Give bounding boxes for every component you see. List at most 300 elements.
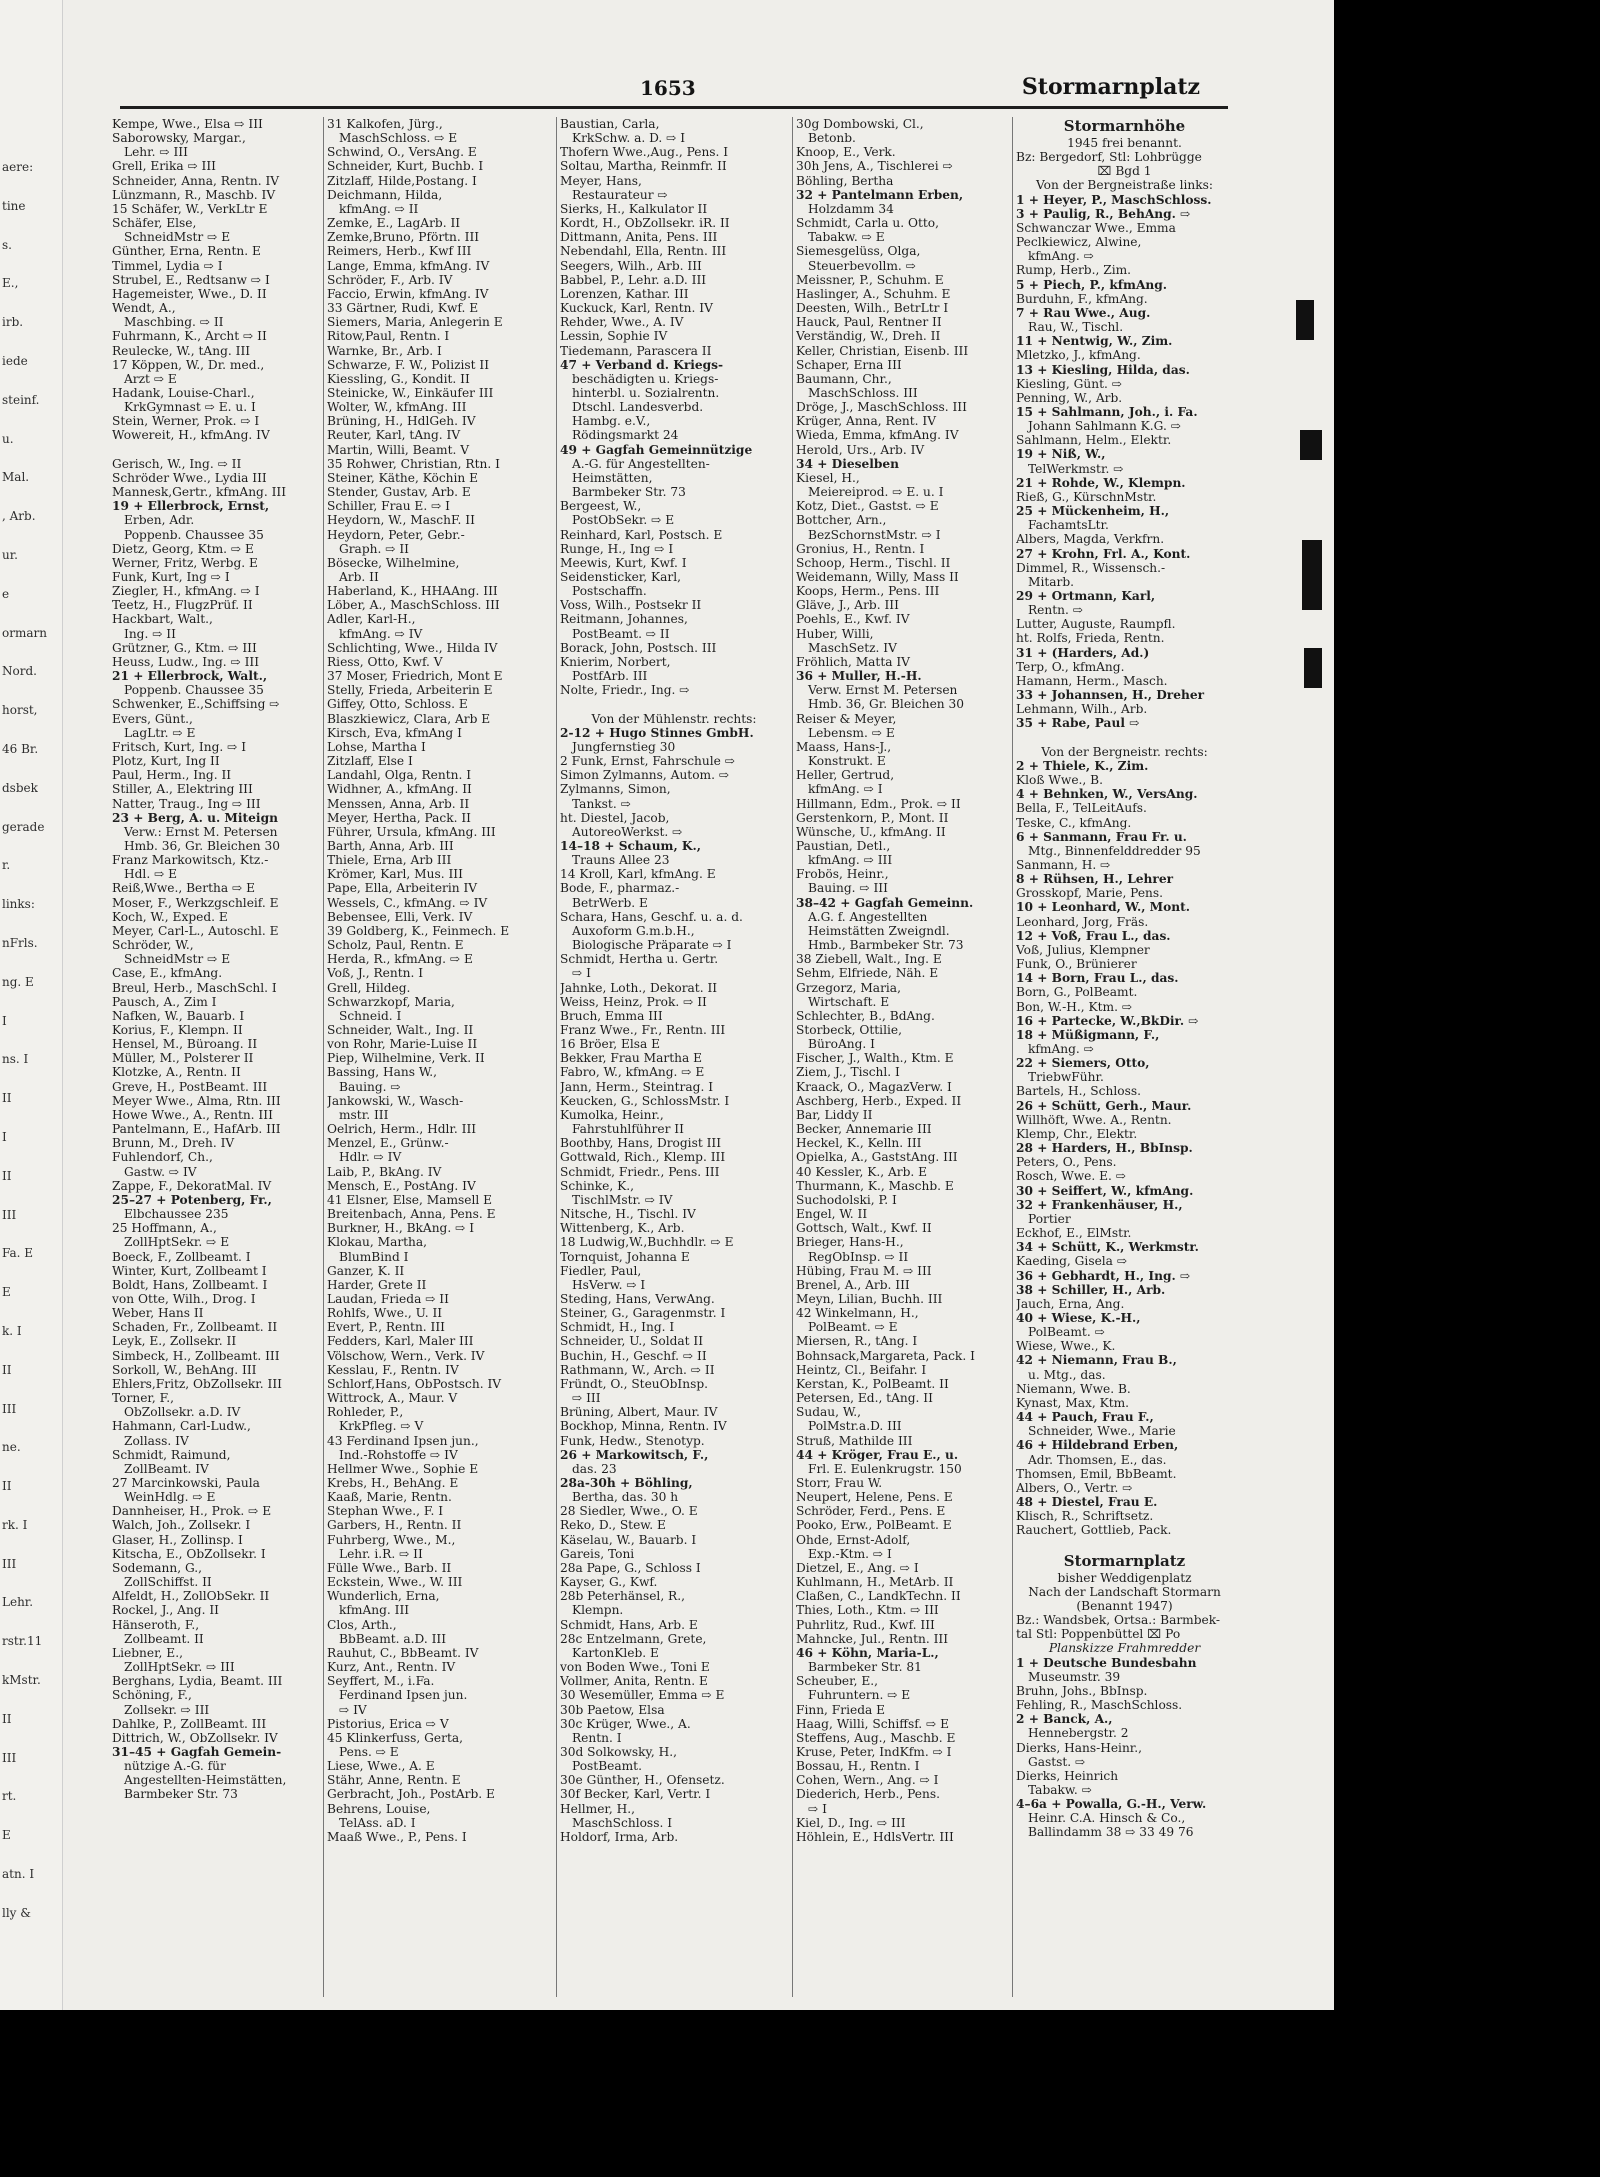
directory-entry: Adr. Thomsen, E., das. (1028, 1452, 1167, 1467)
directory-entry: Meiereiprod. ⇨ E. u. I (808, 485, 944, 500)
directory-entry: Keucken, G., SchlossMstr. I (560, 1093, 730, 1108)
directory-entry: 1945 frei benannt. (1067, 136, 1182, 150)
directory-entry: Sehm, Elfriede, Näh. E (796, 966, 939, 981)
directory-entry: Schmidt, Raimund, (112, 1447, 231, 1462)
edge-fragment: II (2, 1711, 12, 1726)
directory-entry: Kruse, Peter, IndKfm. ⇨ I (796, 1744, 952, 1759)
edge-fragment: II (2, 1362, 12, 1377)
directory-entry: Sanmann, H. ⇨ (1016, 857, 1111, 872)
directory-entry: Teske, C., kfmAng. (1016, 815, 1132, 830)
directory-entry: Rauchert, Gottlieb, Pack. (1016, 1523, 1172, 1538)
directory-entry: Museumstr. 39 (1028, 1669, 1121, 1684)
directory-entry: Schneid. I (339, 1008, 402, 1023)
directory-entry: Heydorn, Peter, Gebr.- (327, 527, 465, 542)
directory-entry: Mannesk,Gertr., kfmAng. III (112, 485, 287, 500)
directory-entry: Franz Wwe., Fr., Rentn. III (560, 1023, 726, 1037)
directory-entry: Baumann, Chr., (796, 371, 892, 386)
directory-entry: Schröder, Ferd., Pens. E (796, 1504, 946, 1519)
directory-entry: 30f Becker, Karl, Vertr. I (560, 1787, 711, 1802)
directory-entry: 44 + Pauch, Frau F., (1016, 1410, 1154, 1425)
directory-entry: kfmAng. ⇨ II (339, 201, 419, 216)
directory-entry: Sodemann, G., (112, 1560, 203, 1575)
directory-entry: Bassing, Hans W., (327, 1065, 438, 1080)
directory-entry: Nitsche, H., Tischl. IV (560, 1207, 696, 1222)
directory-entry: Barmbeker Str. 81 (808, 1660, 922, 1675)
directory-entry: ⇨ I (808, 1801, 827, 1816)
edge-fragment: rt. (2, 1789, 17, 1804)
directory-entry: von Rohr, Marie-Luise II (327, 1037, 478, 1052)
directory-entry: Dittmann, Anita, Pens. III (560, 230, 718, 245)
directory-entry: 11 + Nentwig, W., Zim. (1016, 334, 1173, 349)
directory-entry: Rau, W., Tischl. (1028, 320, 1124, 335)
directory-entry: 49 + Gagfah Gemeinnützige (560, 442, 753, 457)
edge-fragment: Mal. (2, 470, 30, 485)
directory-entry: Bar, Liddy II (796, 1107, 873, 1122)
directory-entry: Fröhlich, Matta IV (796, 654, 910, 669)
directory-entry: TischlMstr. ⇨ IV (572, 1192, 673, 1207)
directory-entry: Warnke, Br., Arb. I (327, 343, 442, 358)
directory-entry: 28 Siedler, Wwe., O. E (560, 1504, 698, 1519)
directory-entry: Knierim, Norbert, (560, 654, 671, 669)
directory-entry: Born, G., PolBeamt. (1016, 985, 1138, 1000)
directory-entry: Runge, H., Ing ⇨ I (560, 541, 674, 556)
directory-entry: Soltau, Martha, Reinmfr. II (560, 159, 727, 174)
directory-entry: Meissner, P., Schuhm. E (796, 272, 944, 287)
directory-entry: Finn, Frieda E (796, 1702, 886, 1717)
directory-entry: Liese, Wwe., A. E (327, 1759, 435, 1774)
directory-entry: Kerstan, K., PolBeamt. II (796, 1376, 949, 1391)
directory-entry: Thurmann, K., Maschb. E (796, 1178, 954, 1193)
directory-entry: RegObInsp. ⇨ II (808, 1249, 909, 1264)
directory-entry: Seegers, Wilh., Arb. III (560, 258, 702, 273)
directory-entry: Hdlr. ⇨ IV (339, 1150, 402, 1165)
directory-entry: FachamtsLtr. (1028, 518, 1109, 533)
directory-entry: ⇨ IV (339, 1702, 367, 1717)
directory-entry: 35 Rohwer, Christian, Rtn. I (327, 456, 500, 471)
directory-entry: Kirsch, Eva, kfmAng I (327, 725, 462, 740)
edge-fragment: II (2, 1091, 12, 1106)
directory-entry: Schiller, Frau E. ⇨ I (327, 499, 450, 514)
edge-fragment: atn. I (2, 1867, 35, 1882)
directory-entry: Wowereit, H., kfmAng. IV (112, 428, 270, 443)
directory-entry: Hennebergstr. 2 (1028, 1726, 1129, 1741)
directory-column-3 (560, 117, 788, 1997)
directory-entry: Martin, Willi, Beamt. V (327, 442, 470, 457)
directory-entry: BbBeamt. a.D. III (339, 1631, 447, 1646)
directory-entry: Stender, Gustav, Arb. E (327, 485, 471, 500)
directory-entry: Holdorf, Irma, Arb. (560, 1829, 679, 1844)
directory-entry: BlumBind I (339, 1249, 409, 1264)
directory-entry: Teetz, H., FlugzPrüf. II (112, 598, 253, 613)
directory-entry: Siemers, Maria, Anlegerin E (327, 315, 503, 330)
directory-entry: Seyffert, M., i.Fa. (327, 1674, 435, 1689)
directory-entry: Voß, Julius, Klempner (1016, 942, 1150, 957)
directory-entry: ObZollsekr. a.D. IV (124, 1405, 241, 1420)
directory-entry: KrkPfleg. ⇨ V (339, 1419, 424, 1434)
directory-entry: Burduhn, F., kfmAng. (1016, 291, 1148, 306)
directory-entry: Wirtschaft. E (808, 994, 890, 1009)
edge-fragment: ns. I (2, 1052, 29, 1067)
directory-entry: 14–18 + Schaum, K., (560, 838, 702, 853)
directory-entry: 7 + Rau Wwe., Aug. (1016, 305, 1151, 320)
directory-entry: Mtg., Binnenfelddredder 95 (1028, 843, 1201, 858)
directory-entry: Maaß Wwe., P., Pens. I (327, 1829, 467, 1844)
margin-mark (1296, 300, 1314, 340)
edge-fragment: e (2, 586, 10, 601)
directory-entry: Wolter, W., kfmAng. III (327, 400, 467, 415)
directory-entry: Howe Wwe., A., Rentn. III (112, 1107, 273, 1122)
directory-entry: Heller, Gertrud, (796, 768, 895, 783)
directory-entry: Schneider, Anna, Rentn. IV (112, 173, 280, 188)
directory-entry: Ganzer, K. II (327, 1263, 405, 1278)
edge-fragment: kMstr. (2, 1673, 41, 1688)
directory-entry: das. 23 (572, 1461, 617, 1476)
directory-entry: Schröder Wwe., Lydia III (112, 470, 267, 485)
directory-entry: Tankst. ⇨ (572, 796, 631, 811)
edge-fragment: 46 Br. (2, 741, 39, 756)
directory-entry: 1 + Heyer, P., MaschSchloss. (1016, 192, 1212, 207)
directory-entry: hinterbl. u. Sozialrentn. (572, 385, 720, 400)
directory-entry: Auxoform G.m.b.H., (572, 923, 695, 938)
directory-column-1 (112, 117, 319, 1997)
edge-fragment: III (2, 1556, 17, 1571)
directory-entry: Rohlfs, Wwe., U. II (327, 1306, 443, 1321)
directory-entry: Bergeest, W., (560, 499, 642, 514)
directory-entry: Sahlmann, Helm., Elektr. (1016, 433, 1172, 448)
directory-entry: Völschow, Wern., Verk. IV (327, 1348, 485, 1363)
directory-entry: Zollbeamt. II (124, 1631, 204, 1646)
directory-entry: Pens. ⇨ E (339, 1744, 399, 1759)
directory-entry: 42 + Niemann, Frau B., (1016, 1353, 1177, 1368)
directory-entry: Wittrock, A., Maur. V (327, 1391, 458, 1406)
directory-entry: 40 + Wiese, K.-H., (1016, 1310, 1141, 1325)
directory-entry: Kitscha, E., ObZollsekr. I (112, 1546, 266, 1561)
directory-entry: Gerisch, W., Ing. ⇨ II (112, 456, 242, 471)
directory-entry: Breul, Herb., MaschSchl. I (112, 980, 277, 995)
directory-entry: Jungfernstieg 30 (572, 739, 676, 754)
directory-entry: Schwind, O., VersAng. E (327, 145, 477, 160)
directory-entry: Meyer, Hans, (560, 173, 642, 188)
directory-entry: 30g Dombowski, Cl., (796, 117, 924, 131)
directory-entry: Behrens, Louise, (327, 1801, 431, 1816)
directory-entry: Jauch, Erna, Ang. (1016, 1296, 1125, 1311)
directory-entry: 6 + Sanmann, Frau Fr. u. (1016, 829, 1187, 844)
edge-fragment: III (2, 1401, 17, 1416)
directory-entry: Kiesling, Günt. ⇨ (1016, 376, 1122, 391)
directory-entry: 35 + Rabe, Paul ⇨ (1016, 716, 1140, 731)
directory-entry: Rödingsmarkt 24 (572, 428, 679, 443)
directory-entry: Huber, Willi, (796, 626, 874, 641)
edge-fragment: Nord. (2, 664, 37, 679)
directory-entry: Kumolka, Heinr., (560, 1107, 664, 1122)
directory-entry: Fritsch, Kurt, Ing. ⇨ I (112, 739, 247, 754)
directory-entry: Wendt, A., (112, 301, 176, 316)
directory-entry: Albers, Magda, Verkfrn. (1016, 532, 1165, 547)
directory-entry: kfmAng. ⇨ (1028, 249, 1094, 264)
directory-entry: Harder, Grete II (327, 1277, 427, 1292)
directory-entry: Buchin, H., Geschf. ⇨ II (560, 1348, 707, 1363)
directory-entry: 38 Ziebell, Walt., Ing. E (796, 952, 942, 967)
directory-entry: 22 + Siemers, Otto, (1016, 1056, 1150, 1071)
directory-entry: Hadank, Louise-Charl., (112, 385, 255, 400)
directory-entry: PolBeamt. ⇨ E (808, 1320, 898, 1335)
directory-entry: Schlorf,Hans, ObPostsch. IV (327, 1376, 502, 1391)
directory-entry: Moser, F., Werkzgschleif. E (112, 895, 279, 910)
directory-entry: TriebwFühr. (1028, 1070, 1104, 1085)
directory-entry: 19 + Ellerbrock, Ernst, (112, 499, 270, 514)
directory-entry: Wessels, C., kfmAng. ⇨ IV (327, 895, 488, 910)
directory-column-2 (327, 117, 552, 1997)
directory-entry: Schwarze, F. W., Polizist II (327, 357, 490, 372)
directory-entry: Cohen, Wern., Ang. ⇨ I (796, 1773, 939, 1788)
directory-entry: Schneider, Walt., Ing. II (327, 1023, 474, 1037)
directory-entry: Blaszkiewicz, Clara, Arb E (327, 711, 491, 726)
directory-entry: Steuerbevollm. ⇨ (808, 258, 916, 273)
directory-entry: Fischer, J., Walth., Ktm. E (796, 1051, 954, 1066)
directory-entry: Eckstein, Wwe., W. III (327, 1575, 463, 1590)
directory-entry: WeinHdlg. ⇨ E (124, 1490, 216, 1505)
directory-entry: Grell, Erika ⇨ III (112, 159, 216, 174)
directory-entry: Erben, Adr. (124, 513, 195, 528)
directory-entry: Poppenb. Chaussee 35 (124, 527, 264, 542)
directory-entry: MaschSchloss. III (808, 385, 918, 400)
directory-entry: Ritow,Paul, Rentn. I (327, 329, 450, 344)
directory-entry: Haberland, K., HHAAng. III (327, 584, 498, 599)
directory-entry: Glaser, H., Zollinsp. I (112, 1532, 243, 1547)
directory-entry: Ehlers,Fritz, ObZollsekr. III (112, 1376, 282, 1391)
directory-entry: TelWerkmstr. ⇨ (1028, 461, 1124, 476)
directory-entry: Dietzel, E., Ang. ⇨ I (796, 1560, 919, 1575)
directory-entry: ⌧ Bgd 1 (1097, 164, 1152, 179)
directory-entry: 2 Funk, Ernst, Fahrschule ⇨ (560, 754, 735, 769)
directory-entry: Tornquist, Johanna E (560, 1249, 690, 1264)
directory-entry: Kaeding, Gisela ⇨ (1016, 1254, 1128, 1269)
directory-entry: Hellmer, H., (560, 1801, 636, 1816)
directory-entry: 4–6a + Powalla, G.-H., Verw. (1016, 1797, 1207, 1812)
directory-entry: Hahmann, Carl-Ludw., (112, 1419, 251, 1434)
margin-mark (1300, 430, 1322, 460)
directory-entry: Bruhn, Johs., BbInsp. (1016, 1683, 1148, 1698)
directory-entry: Heinr. C.A. Hinsch & Co., (1028, 1811, 1186, 1826)
directory-entry: Weidemann, Willy, Mass II (796, 570, 959, 584)
directory-entry: 2 + Banck, A., (1016, 1712, 1113, 1727)
directory-entry: 28a-30h + Böhling, (560, 1476, 693, 1490)
directory-entry: 27 Marcinkowski, Paula (112, 1476, 260, 1490)
directory-entry: Schwenker, E.,Schiffsing ⇨ (112, 697, 280, 712)
directory-entry: Exp.-Ktm. ⇨ I (808, 1546, 892, 1561)
directory-entry: 42 Winkelmann, H., (796, 1306, 919, 1321)
directory-entry: Verständig, W., Dreh. II (796, 329, 941, 344)
directory-entry: Seidensticker, Karl, (560, 570, 681, 584)
directory-entry: Schlechter, B., BdAng. (796, 1008, 935, 1023)
directory-entry: Voss, Wilh., Postsekr II (560, 598, 702, 613)
directory-entry: Kiessling, G., Kondit. II (327, 371, 470, 386)
adjacent-page-edge (0, 0, 63, 2010)
directory-entry: ZollBeamt. IV (124, 1461, 209, 1476)
directory-entry: Plotz, Kurt, Ing II (112, 754, 220, 769)
directory-entry: 28c Entzelmann, Grete, (560, 1631, 707, 1646)
directory-entry: 1 + Deutsche Bundesbahn (1016, 1655, 1197, 1670)
directory-entry: Winter, Kurt, Zollbeamt I (112, 1263, 267, 1278)
directory-entry: Simbeck, H., Zollbeamt. III (112, 1348, 280, 1363)
directory-entry: Giffey, Otto, Schloss. E (327, 697, 468, 712)
directory-entry: Laib, P., BkAng. IV (327, 1164, 442, 1179)
directory-entry: Käselau, W., Bauarb. I (560, 1532, 697, 1547)
directory-entry: 14 + Born, Frau L., das. (1016, 971, 1179, 986)
directory-entry: 31 Kalkofen, Jürg., (327, 117, 443, 131)
directory-entry: ZollHptSekr. ⇨ III (124, 1660, 235, 1675)
street-heading: Stormarnhöhe (1063, 117, 1186, 135)
directory-entry: Ind.-Rohstoffe ⇨ IV (339, 1447, 458, 1462)
directory-entry: Claßen, C., LandkTechn. II (796, 1589, 961, 1604)
directory-entry: Brenel, A., Arb. III (796, 1277, 910, 1292)
directory-entry: Rosch, Wwe. E. ⇨ (1016, 1169, 1126, 1184)
directory-entry: Betonb. (808, 131, 856, 146)
directory-entry: Jann, Herm., Steintrag. I (560, 1079, 714, 1094)
directory-entry: Clos, Arth., (327, 1617, 397, 1632)
edge-fragment: lly & (2, 1905, 31, 1920)
directory-entry: 45 Klinkerfuss, Gerta, (327, 1730, 463, 1745)
edge-fragment: gerade (2, 819, 45, 834)
edge-fragment: III (2, 1750, 17, 1765)
directory-entry: Dannheiser, H., Prok. ⇨ E (112, 1504, 272, 1519)
directory-entry: Gottsch, Walt., Kwf. II (796, 1221, 932, 1236)
directory-entry: Gastw. ⇨ IV (124, 1164, 197, 1179)
directory-entry: Hamann, Herm., Masch. (1016, 673, 1168, 688)
directory-entry: 15 + Sahlmann, Joh., i. Fa. (1016, 404, 1198, 419)
edge-fragment: iede (2, 353, 28, 368)
directory-entry: Barth, Anna, Arb. III (327, 838, 454, 853)
directory-entry: Timmel, Lydia ⇨ I (112, 258, 223, 273)
directory-entry: Stein, Werner, Prok. ⇨ I (112, 414, 260, 429)
edge-fragment: ng. E (2, 974, 34, 989)
directory-entry: Hänseroth, F., (112, 1617, 200, 1632)
directory-entry: Liebner, E., (112, 1645, 183, 1660)
directory-entry: Dtschl. Landesverbd. (572, 400, 704, 415)
directory-entry: 28 + Harders, H., BbInsp. (1016, 1141, 1193, 1156)
directory-entry: von Otte, Wilh., Drog. I (112, 1291, 256, 1306)
directory-entry: Strubel, E., Redtsanw ⇨ I (112, 272, 270, 287)
directory-entry: Meewis, Kurt, Kwf. I (560, 555, 687, 570)
directory-entry: 18 Ludwig,W.,Buchhdlr. ⇨ E (560, 1235, 734, 1250)
directory-entry: PostObSekr. ⇨ E (572, 513, 675, 528)
directory-entry: Stähr, Anne, Rentn. E (327, 1773, 461, 1788)
directory-entry: MaschSchloss. ⇨ E (339, 131, 458, 146)
directory-entry: Lehr. ⇨ III (124, 145, 188, 160)
directory-entry: Herold, Urs., Arb. IV (796, 442, 925, 457)
directory-entry: Pistorius, Erica ⇨ V (327, 1716, 449, 1731)
directory-entry: Funk, Hedw., Stenotyp. (560, 1433, 705, 1448)
directory-entry: Nach der Landschaft Stormarn (1028, 1584, 1221, 1599)
directory-entry: Bebensee, Elli, Verk. IV (327, 909, 473, 924)
directory-entry: Albers, O., Vertr. ⇨ (1016, 1480, 1133, 1495)
directory-entry: Rieß, G., KürschnMstr. (1016, 489, 1157, 504)
directory-entry: Hensel, M., Büroang. II (112, 1037, 258, 1052)
directory-entry: Gottwald, Rich., Klemp. III (560, 1150, 726, 1165)
directory-entry: kfmAng. ⇨ (1028, 1042, 1094, 1056)
directory-entry: Bohnsack,Margareta, Pack. I (796, 1348, 975, 1363)
directory-entry: kfmAng. ⇨ I (808, 782, 883, 797)
directory-entry: kfmAng. III (339, 1603, 410, 1618)
directory-entry: Graph. ⇨ II (339, 541, 409, 556)
directory-entry: Schwarzkopf, Maria, (327, 994, 455, 1009)
directory-entry: Bekker, Frau Martha E (560, 1051, 703, 1066)
directory-entry: Poehls, E., Kwf. IV (796, 612, 910, 627)
directory-entry: Arb. II (339, 570, 379, 584)
directory-entry: Fuhruntern. ⇨ E (808, 1688, 911, 1703)
directory-entry: PostBeamt. ⇨ II (572, 626, 670, 641)
edge-fragment: nFrls. (2, 935, 38, 950)
directory-entry: Funk, O., Brünierer (1016, 957, 1137, 972)
directory-entry: Leonhard, Jorg, Fräs. (1016, 914, 1149, 929)
directory-entry: Schmidt, H., Ing. I (560, 1320, 675, 1335)
page-title: Stormarnplatz (1021, 74, 1200, 100)
directory-entry: Maass, Hans-J., (796, 739, 892, 754)
directory-entry: Zappe, F., DekoratMal. IV (112, 1178, 272, 1193)
directory-entry: Piep, Wilhelmine, Verk. II (327, 1051, 485, 1066)
directory-entry: Fahrstuhlführer II (572, 1122, 684, 1137)
directory-entry: Reuter, Karl, tAng. IV (327, 428, 461, 443)
column-divider (556, 117, 557, 1997)
directory-entry: Ing. ⇨ II (124, 626, 176, 641)
directory-entry: Kraack, O., MagazVerw. I (796, 1079, 952, 1094)
edge-fragment: Lehr. (2, 1595, 34, 1610)
directory-entry: BezSchornstMstr. ⇨ I (808, 527, 941, 542)
directory-entry: Torner, F., (112, 1391, 174, 1406)
directory-entry: Korius, F., Klempn. II (112, 1023, 243, 1037)
directory-entry: 33 Gärtner, Rudi, Kwf. E (327, 301, 479, 316)
directory-entry: Rentn. I (572, 1730, 622, 1745)
directory-entry: ⇨ III (572, 1391, 601, 1406)
directory-entry: LagLtr. ⇨ E (124, 725, 196, 740)
directory-entry: 28a Pape, G., Schloss I (560, 1560, 701, 1575)
directory-entry: Scheuber, E., (796, 1674, 878, 1689)
directory-entry: 19 + Niß, W., (1016, 447, 1106, 462)
directory-entry: Gerbracht, Joh., PostArb. E (327, 1787, 495, 1802)
directory-entry: Schneider, Kurt, Buchb. I (327, 159, 484, 174)
directory-entry: Hmb. 36, Gr. Bleichen 30 (808, 697, 965, 712)
directory-entry: ht. Rolfs, Frieda, Rentn. (1016, 631, 1165, 646)
directory-entry: Tabakw. ⇨ E (808, 230, 885, 245)
directory-entry: Engel, W. II (796, 1207, 868, 1222)
directory-entry: Lessin, Sophie IV (560, 329, 668, 344)
directory-entry: Schmidt, Friedr., Pens. III (560, 1164, 720, 1179)
directory-entry: 30e Günther, H., Ofensetz. (560, 1773, 725, 1788)
directory-entry: Postschaffn. (572, 584, 647, 599)
directory-entry: Dröge, J., MaschSchloss. III (796, 400, 967, 415)
directory-entry: Rentn. ⇨ (1028, 603, 1083, 618)
directory-entry: Deesten, Wilh., BetrLtr I (796, 301, 949, 316)
directory-entry: KrkGymnast ⇨ E. u. I (124, 400, 256, 415)
edge-fragment: Fa. E (2, 1246, 34, 1261)
directory-entry: Bode, F., pharmaz.- (560, 881, 680, 896)
directory-entry: Eckhof, E., ElMstr. (1016, 1226, 1132, 1241)
directory-column-5 (1016, 117, 1233, 1997)
directory-entry: Klempn. (572, 1603, 624, 1618)
directory-entry: Dahlke, P., ZollBeamt. III (112, 1716, 267, 1731)
directory-entry: Krüger, Anna, Rent. IV (796, 414, 937, 429)
directory-entry: Lehr. i.R. ⇨ II (339, 1546, 423, 1561)
directory-entry: Jahnke, Loth., Dekorat. II (560, 980, 718, 995)
directory-entry: Gareis, Toni (560, 1546, 635, 1561)
directory-entry: 8 + Rühsen, H., Lehrer (1016, 872, 1174, 887)
directory-entry: Rehder, Wwe., A. IV (560, 315, 684, 330)
directory-entry: Bartels, H., Schloss. (1016, 1084, 1141, 1099)
directory-entry: Rohleder, P., (327, 1405, 404, 1420)
directory-entry: Ohde, Ernst-Adolf, (796, 1532, 911, 1547)
directory-entry: Tiedemann, Parascera II (560, 343, 712, 358)
directory-entry: 43 Ferdinand Ipsen jun., (327, 1433, 479, 1448)
